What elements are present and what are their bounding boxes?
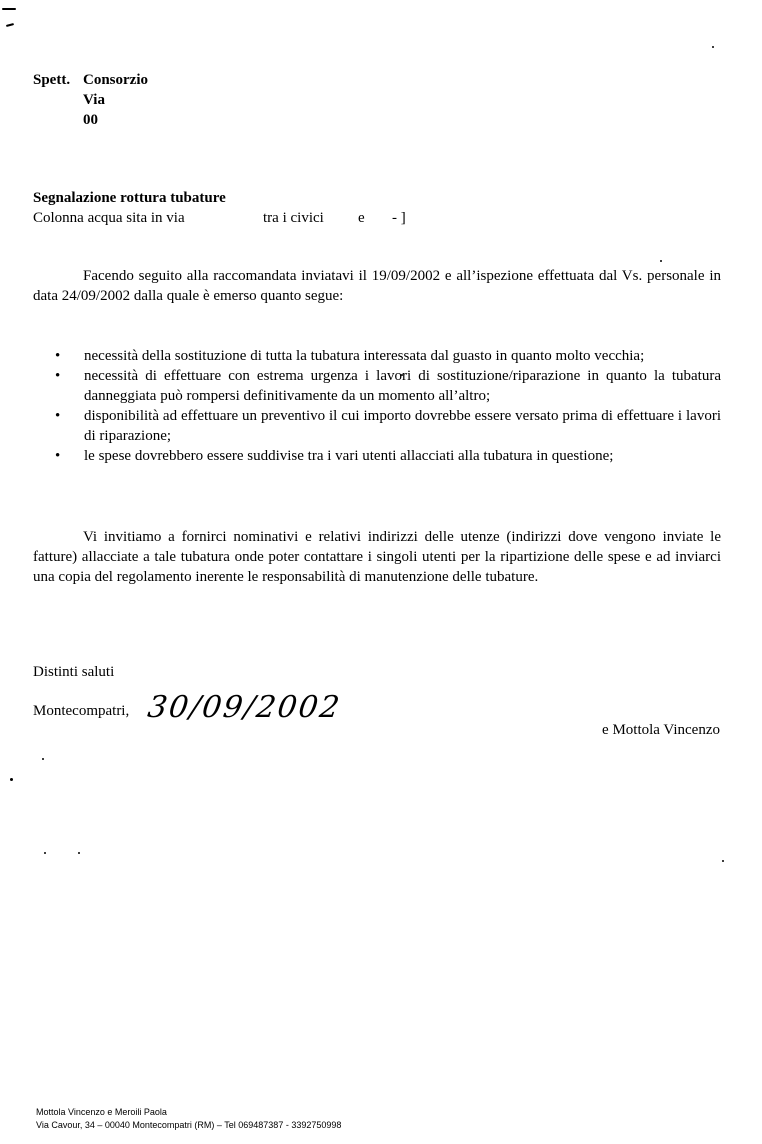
scan-mark bbox=[2, 8, 16, 10]
subject-line-e: e bbox=[358, 210, 365, 226]
scan-speck bbox=[722, 860, 724, 862]
subject-title: Segnalazione rottura tubature bbox=[33, 190, 226, 206]
footer-names: Mottola Vincenzo e Meroili Paola bbox=[36, 1107, 167, 1117]
scan-speck bbox=[10, 778, 13, 781]
subject-line-prefix: Colonna acqua sita in via bbox=[33, 210, 185, 226]
bullet-item: • necessità della sostituzione di tutta la tubatura interessata dal guasto in quanto molto vecchia; bbox=[33, 346, 721, 366]
scan-speck bbox=[660, 260, 662, 262]
recipient-name: Consorzio bbox=[83, 72, 148, 88]
footer-address: Via Cavour, 34 – 00040 Montecompatri (RM) – Tel 069487387 - 3392750998 bbox=[36, 1120, 342, 1130]
closing-salutation: Distinti saluti bbox=[33, 664, 115, 680]
scan-speck bbox=[78, 852, 80, 854]
subject-line-civici: tra i civici bbox=[263, 210, 324, 226]
bullet-list bbox=[33, 346, 721, 466]
place-label: Montecompatri, bbox=[33, 703, 130, 719]
handwritten-date: 30/09/2002 bbox=[145, 690, 344, 725]
bullet-item: • necessità di effettuare con estrema urgenza i lavori di sostituzione/riparazione in quanto la tubatura danneggiata può rompersi definitivamente da un momento all’altro; bbox=[33, 366, 721, 406]
intro-paragraph: Facendo seguito alla raccomandata inviatavi il 19/09/2002 e all’ispezione effettuata dal Vs. personale in data 24/09/2002 dalla quale è emerso quanto segue: bbox=[33, 268, 721, 304]
signature-name: e Mottola Vincenzo bbox=[602, 722, 720, 738]
scan-speck bbox=[44, 852, 46, 854]
scan-mark bbox=[6, 23, 14, 27]
bullet-item: • disponibilità ad effettuare un preventivo il cui importo dovrebbe essere versato prima di effettuare i lavori di riparazione; bbox=[33, 406, 721, 446]
subject-line-end: - ] bbox=[392, 210, 406, 226]
recipient-address-line2: 00 bbox=[83, 112, 98, 128]
recipient-address-line1: Via bbox=[83, 92, 105, 108]
scan-speck bbox=[42, 758, 44, 760]
bullet-item: • le spese dovrebbero essere suddivise tra i vari utenti allacciati alla tubatura in questione; bbox=[33, 446, 721, 466]
scan-speck bbox=[712, 46, 714, 48]
recipient-salutation: Spett. bbox=[33, 72, 71, 88]
request-paragraph: Vi invitiamo a fornirci nominativi e relativi indirizzi delle utenze (indirizzi dove vengono inviate le fatture) allacciate a tale tubatura onde poter contattare i singoli utenti per la ripartizione delle spese e ad inviarci una copia del regolamento inerente le responsabilità di manutenzione delle tubature. bbox=[33, 529, 721, 585]
